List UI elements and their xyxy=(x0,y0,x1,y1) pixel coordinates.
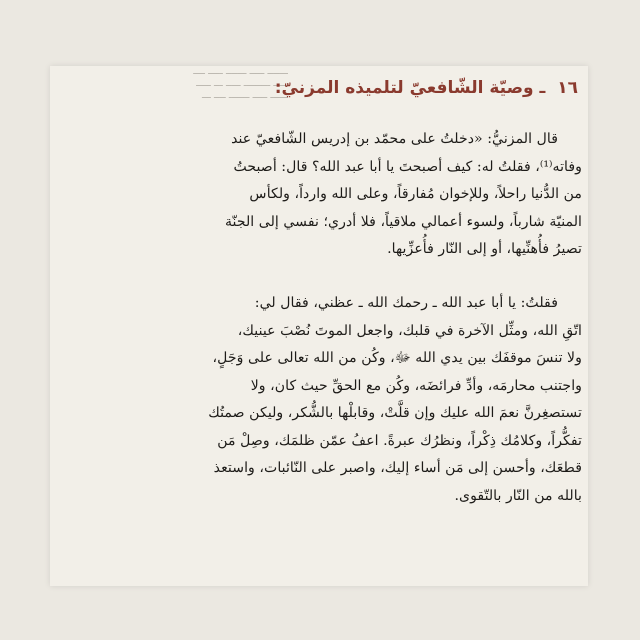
paragraph-2 xyxy=(62,290,582,510)
text-line: تفكُّراً، وكلامُك ذِكْراً، ونظرُك عبرةً. اعفُ عمّن ظلمَك، وصِلْ مَن xyxy=(217,432,582,449)
text-line: بالله من النّار بالتّقوى. xyxy=(454,487,582,504)
bleed-through-text: ـــــــ ـــــ ـــــــ ـــــ ــــ ـــــ ـــــــــ ـــــ ـــ ـــــ ــــــ ـــــ ـــــــ ــــ ـــ xyxy=(193,66,288,101)
text-line: قطعَك، وأحسن إلى مَن أساء إليك، واصبر على النّائبات، واستعذ xyxy=(213,460,582,476)
text-line: وفاته⁽¹⁾، فقلتُ له: كيف أصبحتَ يا أبا عبد الله؟ قال: أصبحتُ xyxy=(233,158,582,175)
text-line: اتّقِ الله، ومثِّل الآخرة في قلبك، واجعل الموتَ نُصْبَ عينيك، xyxy=(237,322,582,339)
text-line: ولا تنسَ موقفَك بين يدي الله ﷻ، وكُن من الله تعالى على وَجَلٍ، xyxy=(212,350,582,366)
paragraph-1 xyxy=(62,126,582,264)
text-line: قال المزنيُّ: «دخلتُ على محمّد بن إدريس الشّافعيّ عند xyxy=(231,131,558,147)
section-heading xyxy=(275,78,578,98)
section-title: وصيّة الشّافعيّ لتلميذه المزنيّ: xyxy=(274,78,534,98)
text-line: تصيرُ فأُهنِّيها، أو إلى النّار فأُعزِّيها. xyxy=(387,241,582,257)
text-line: تستصغِرنَّ نعمَ الله عليك وإن قلَّتْ، وقابلْها بالشُّكر، وليكن صمتُك xyxy=(208,405,582,421)
text-line: من الدُّنيا راحلاً، وللإخوان مُفارقاً، وعلى الله وارداً، ولكأس xyxy=(249,186,582,202)
text-line: المنيّة شارباً، ولسوء أعمالي ملاقياً، فلا أدري؛ نفسي إلى الجنّة xyxy=(224,213,582,230)
text-line: فقلتُ: يا أبا عبد الله ـ رحمك الله ـ عظني، فقال لي: xyxy=(254,295,558,311)
section-dash: ـ xyxy=(539,78,546,98)
book-page xyxy=(50,66,588,586)
text-line: واجتنب محارمَه، وأدِّ فرائضَه، وكُن مع الحقِّ حيث كان، ولا xyxy=(250,377,582,394)
section-number: ١٦ xyxy=(557,78,578,98)
